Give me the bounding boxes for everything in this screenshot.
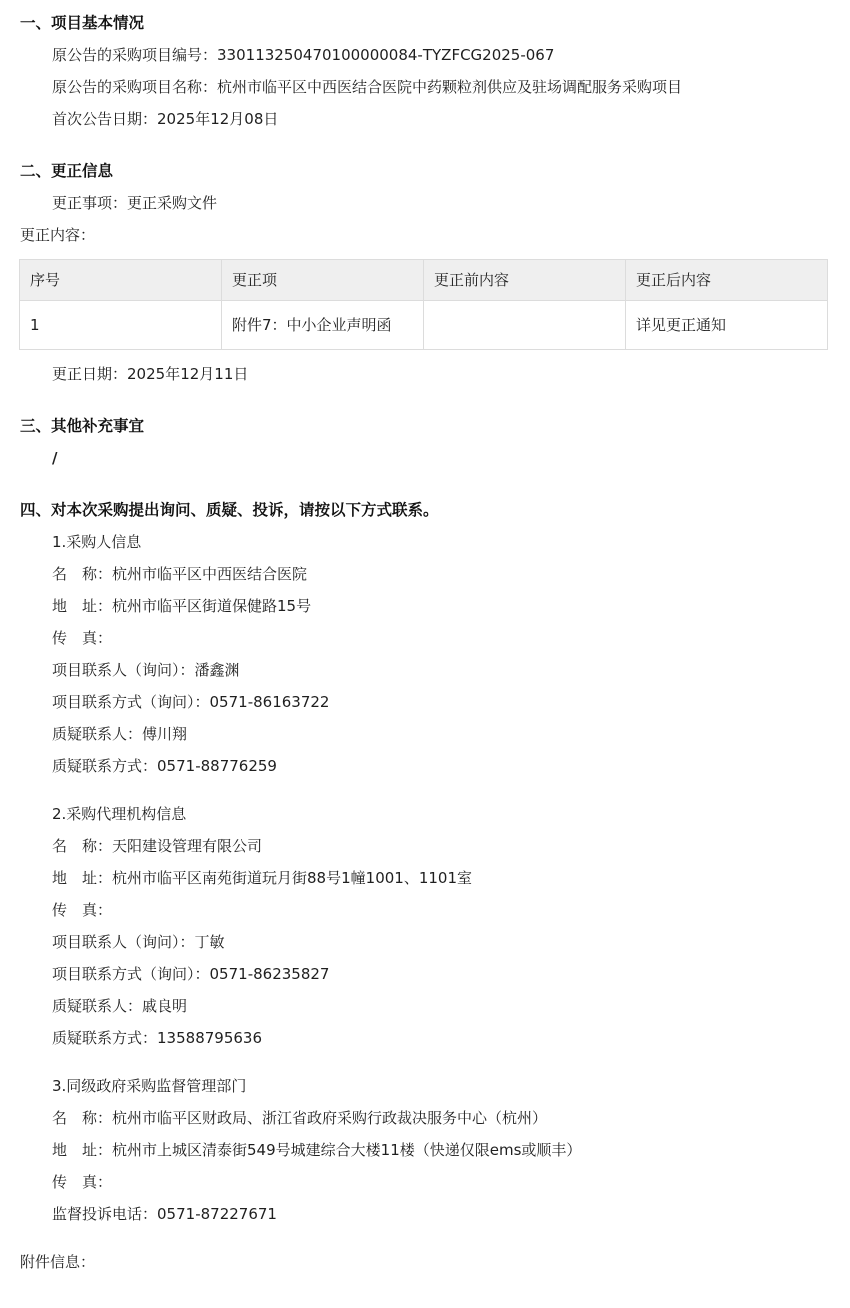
purchaser-contact-label: 项目联系人（询问）： xyxy=(52,661,195,679)
agency-phone-line xyxy=(52,958,329,990)
project-name-line xyxy=(52,71,682,103)
supervisor-complaint-phone: 0571-87227671 xyxy=(157,1205,277,1223)
section-4-heading: 四、对本次采购提出询问、质疑、投诉，请按以下方式联系。 xyxy=(20,501,439,519)
purchaser-query-phone: 0571-88776259 xyxy=(157,757,277,775)
supervisor-name-line xyxy=(52,1102,547,1134)
purchaser-address-line xyxy=(52,590,311,622)
supervisor-address: 杭州市上城区清泰街549号城建综合大楼11楼（快递仅限ems或顺丰） xyxy=(112,1141,582,1159)
purchaser-contact: 潘鑫渊 xyxy=(194,661,240,679)
purchaser-phone-label: 项目联系方式（询问）： xyxy=(52,693,210,711)
agency-name-line xyxy=(52,830,262,862)
supervisor-complaint-line xyxy=(52,1198,277,1230)
cell-after: 详见更正通知 xyxy=(626,301,828,350)
agency-query-contact-label: 质疑联系人： xyxy=(52,997,143,1015)
agency-contact-line xyxy=(52,926,225,958)
purchaser-query-phone-label: 质疑联系方式： xyxy=(52,757,158,775)
project-number-label: 原公告的采购项目编号： xyxy=(52,46,218,64)
correction-item-label: 更正事项： xyxy=(52,194,128,212)
correction-date-label: 更正日期： xyxy=(52,365,128,383)
purchaser-fax-label: 传 真： xyxy=(52,629,113,647)
header-serial: 序号 xyxy=(20,260,222,301)
agency-query-contact-line xyxy=(52,990,187,1022)
agency-address: 杭州市临平区南苑街道玩月街88号1幢1001、1101室 xyxy=(112,869,472,887)
purchaser-query-contact: 傅川翔 xyxy=(142,725,188,743)
table-row xyxy=(20,301,828,350)
agency-contact: 丁敏 xyxy=(194,933,225,951)
header-before: 更正前内容 xyxy=(424,260,626,301)
purchaser-phone: 0571-86163722 xyxy=(209,693,330,711)
agency-query-phone-line xyxy=(52,1022,262,1054)
correction-item-line xyxy=(52,187,217,219)
supervisor-name: 杭州市临平区财政局、浙江省政府采购行政裁决服务中心（杭州） xyxy=(112,1109,548,1127)
project-name: 杭州市临平区中西医结合医院中药颗粒剂供应及驻场调配服务采购项目 xyxy=(217,78,683,96)
project-number-line xyxy=(52,39,554,71)
purchaser-name-label: 名 称： xyxy=(52,565,113,583)
supervisor-fax-label: 传 真： xyxy=(52,1173,113,1191)
agency-query-contact: 戚良明 xyxy=(142,997,188,1015)
agency-address-line xyxy=(52,862,472,894)
first-date-line xyxy=(52,103,278,135)
correction-date: 2025年12月11日 xyxy=(127,365,249,383)
purchaser-address-label: 地 址： xyxy=(52,597,113,615)
agency-address-label: 地 址： xyxy=(52,869,113,887)
agency-phone: 0571-86235827 xyxy=(209,965,330,983)
purchaser-title: 1.采购人信息 xyxy=(52,533,142,551)
correction-content-label: 更正内容： xyxy=(20,226,96,244)
correction-item-value: 更正采购文件 xyxy=(127,194,218,212)
purchaser-phone-line xyxy=(52,686,329,718)
supervisor-name-label: 名 称： xyxy=(52,1109,113,1127)
supervisor-complaint-label: 监督投诉电话： xyxy=(52,1205,158,1223)
section-2-heading: 二、更正信息 xyxy=(20,162,114,180)
cell-before xyxy=(424,301,626,350)
supervisor-fax-line xyxy=(52,1166,112,1198)
correction-date-line xyxy=(52,358,248,390)
project-name-label: 原公告的采购项目名称： xyxy=(52,78,218,96)
first-date: 2025年12月08日 xyxy=(157,110,279,128)
agency-fax-line xyxy=(52,894,112,926)
agency-title: 2.采购代理机构信息 xyxy=(52,805,187,823)
purchaser-fax-line xyxy=(52,622,112,654)
agency-name: 天阳建设管理有限公司 xyxy=(112,837,263,855)
purchaser-name: 杭州市临平区中西医结合医院 xyxy=(112,565,308,583)
agency-query-phone: 13588795636 xyxy=(157,1029,262,1047)
header-item: 更正项 xyxy=(222,260,424,301)
header-after: 更正后内容 xyxy=(626,260,828,301)
correction-table xyxy=(19,259,828,350)
section-3-heading: 三、其他补充事宜 xyxy=(20,417,145,435)
agency-contact-label: 项目联系人（询问）： xyxy=(52,933,195,951)
purchaser-query-contact-line xyxy=(52,718,187,750)
attachment-label: 附件信息： xyxy=(20,1253,96,1271)
purchaser-address: 杭州市临平区街道保健路15号 xyxy=(112,597,312,615)
supplementary-content: / xyxy=(52,449,58,467)
supervisor-address-label: 地 址： xyxy=(52,1141,113,1159)
agency-fax-label: 传 真： xyxy=(52,901,113,919)
cell-item: 附件7：中小企业声明函 xyxy=(222,301,424,350)
agency-phone-label: 项目联系方式（询问）： xyxy=(52,965,210,983)
supervisor-title: 3.同级政府采购监督管理部门 xyxy=(52,1077,247,1095)
purchaser-query-contact-label: 质疑联系人： xyxy=(52,725,143,743)
purchaser-name-line xyxy=(52,558,307,590)
first-date-label: 首次公告日期： xyxy=(52,110,158,128)
project-number: 330113250470100000084-TYZFCG2025-067 xyxy=(217,46,555,64)
supervisor-address-line xyxy=(52,1134,581,1166)
agency-query-phone-label: 质疑联系方式： xyxy=(52,1029,158,1047)
purchaser-query-phone-line xyxy=(52,750,277,782)
purchaser-contact-line xyxy=(52,654,240,686)
table-header-row xyxy=(20,260,828,301)
section-1-heading: 一、项目基本情况 xyxy=(20,14,145,32)
cell-serial: 1 xyxy=(20,301,222,350)
agency-name-label: 名 称： xyxy=(52,837,113,855)
